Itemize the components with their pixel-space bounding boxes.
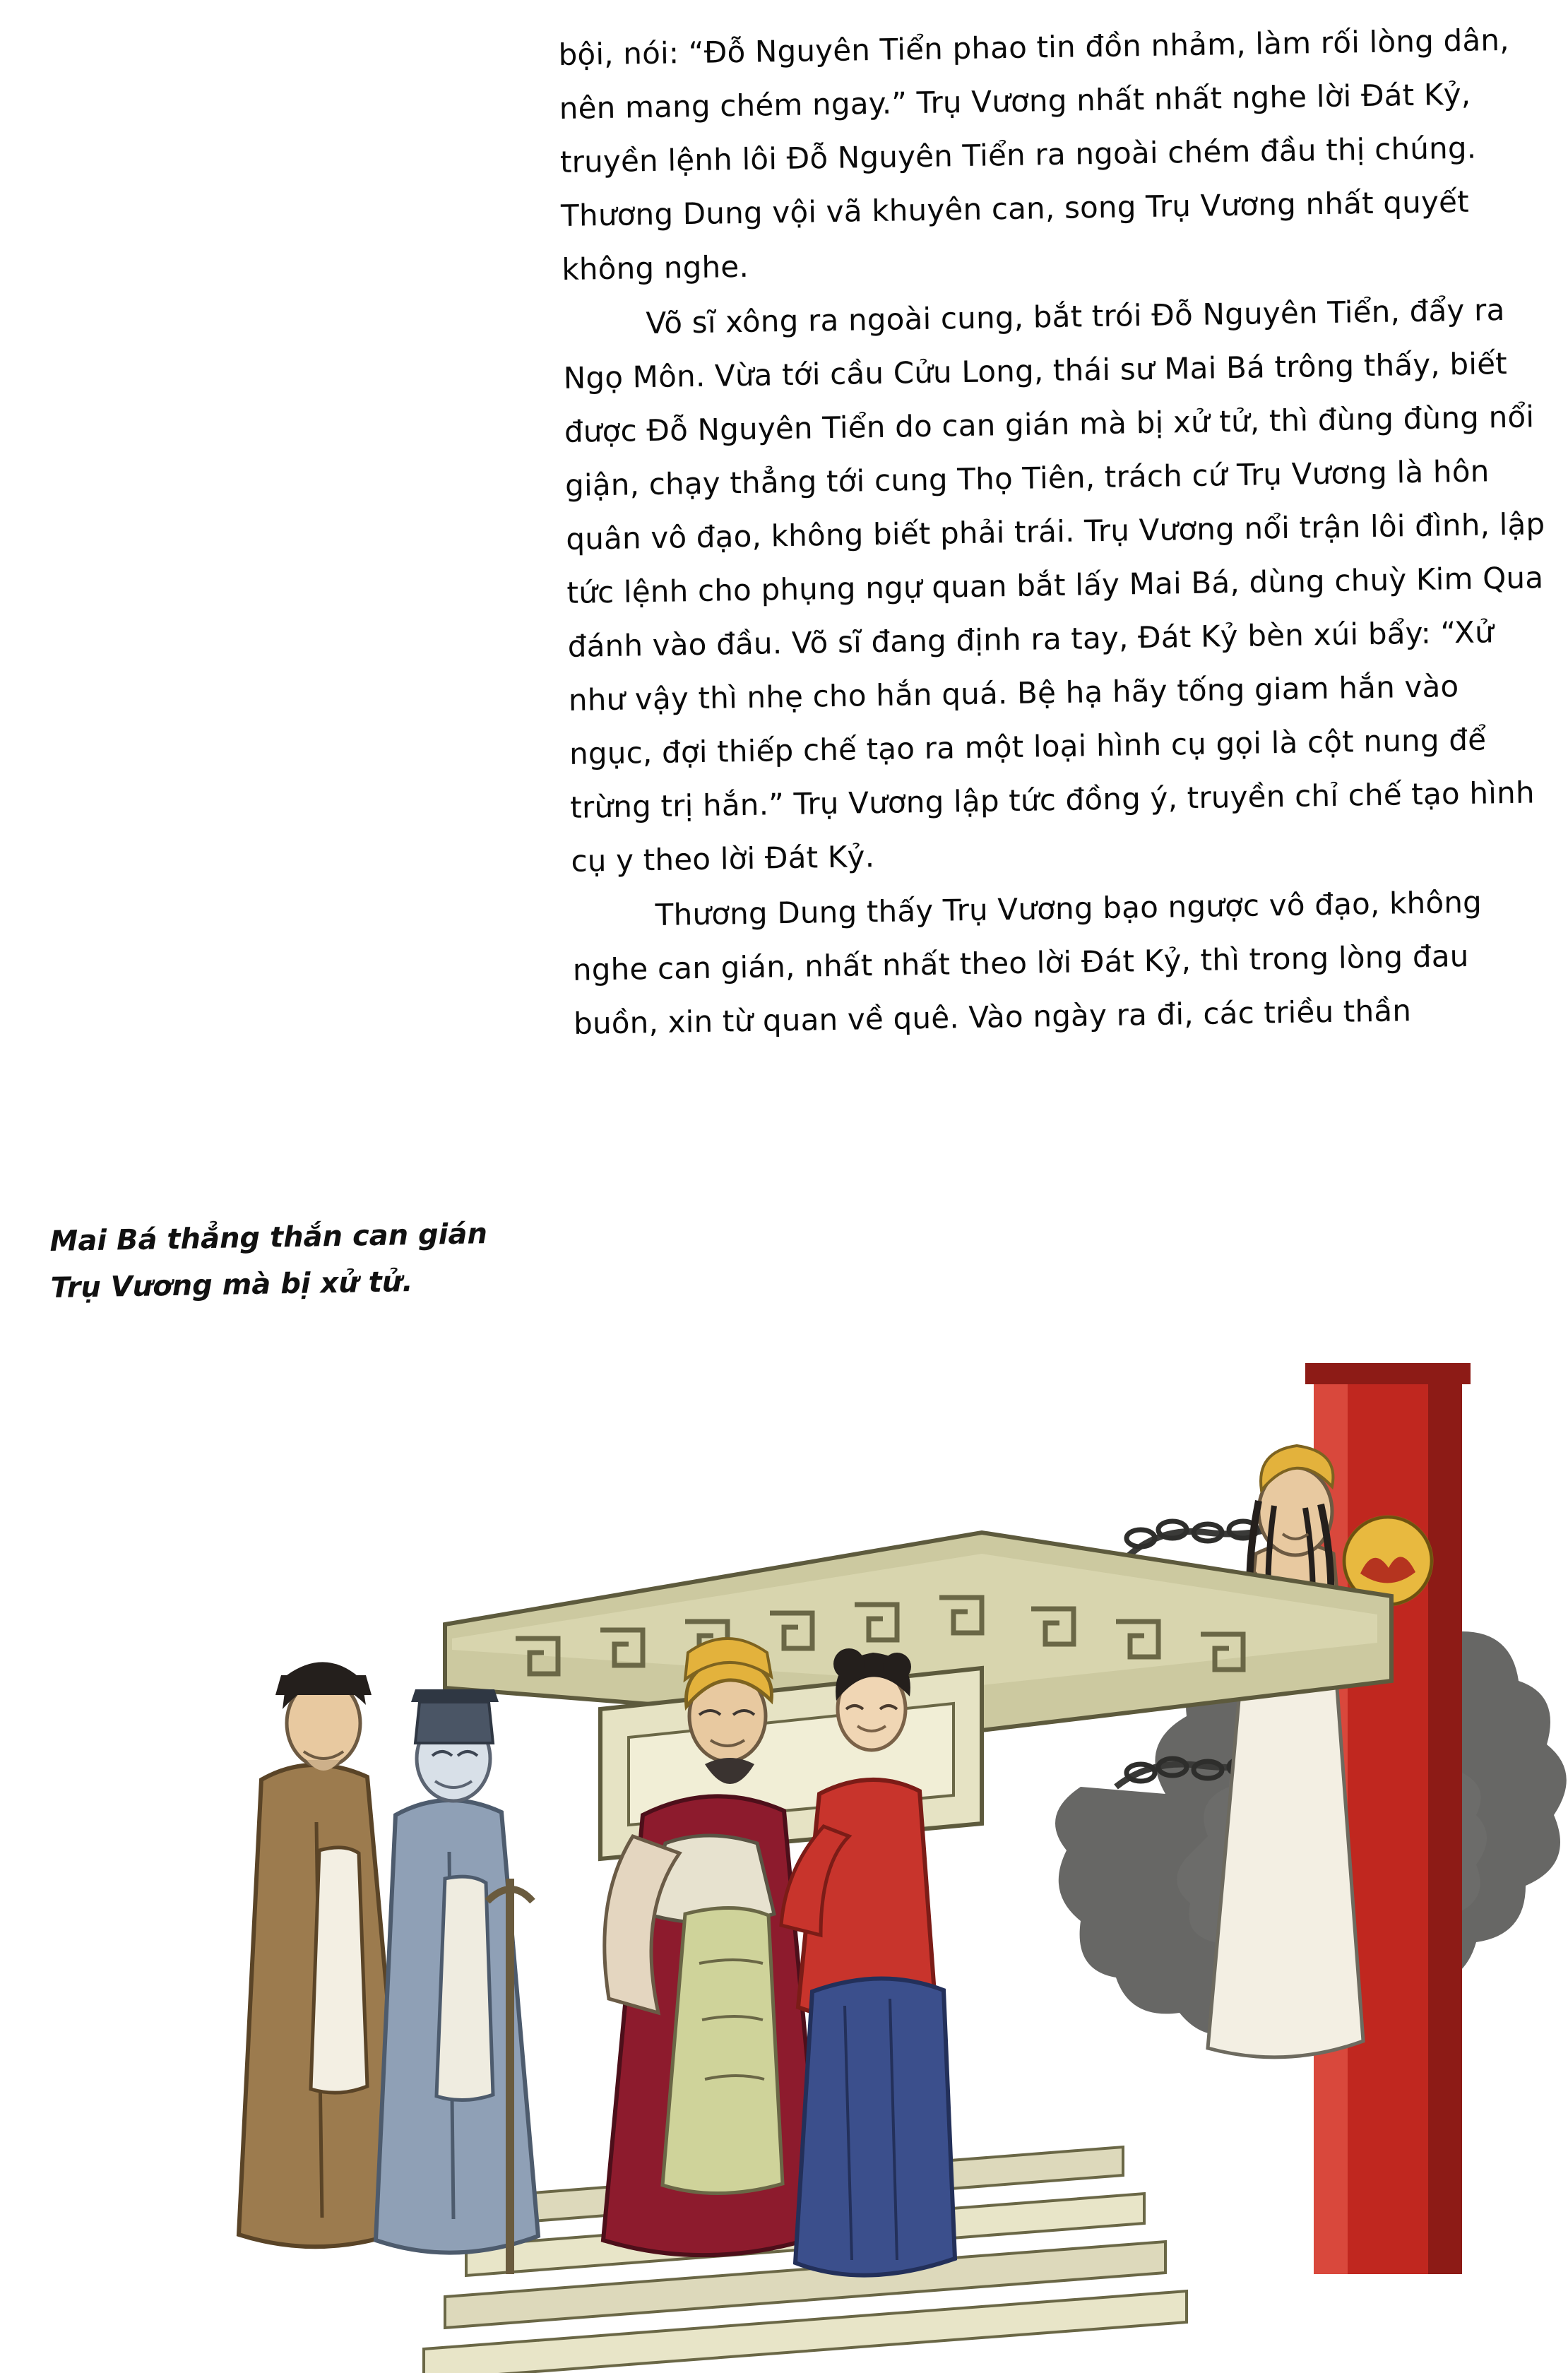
text-skew-wrapper — [558, 13, 1556, 1051]
figure-official-blue — [376, 1689, 538, 2274]
paragraph-2: Võ sĩ xông ra ngoài cung, bắt trói Đỗ Nguyên Tiển, đẩy ra Ngọ Môn. Vừa tới cầu Cửu Long, thái sư Mai Bá trông thấy, biết được Đỗ Nguyên Tiển do can gián mà bị xử tử, thì đùng đùng nổi giận, chạy thẳng tới cung Thọ Tiên, trách cứ Trụ Vương là hôn quân vô đạo, không biết phải trái. Trụ Vương nổi trận lôi đình, lập tức lệnh cho phụng ngự quan bắt lấy Mai Bá, dùng chuỳ Kim Qua đánh vào đầu. Võ sĩ đang định ra tay, Đát Kỷ bèn xúi bẩy: “Xử như vậy thì nhẹ cho hắn quá. Bệ hạ hãy tống giam hắn vào ngục, đợi thiếp chế tạo ra một loại hình cụ gọi là cột nung để trừng trị hắn.” Trụ Vương lập tức đồng ý, truyền chỉ chế tạo hình cụ y theo lời Đát Kỷ. — [563, 292, 1545, 879]
court-scene-illustration — [233, 1257, 1568, 2373]
paragraph-1: bội, nói: “Đỗ Nguyên Tiển phao tin đồn nhảm, làm rối lòng dân, nên mang chém ngay.” Trụ Vương nhất nhất nghe lời Đát Kỷ, truyền lệnh lôi Đỗ Nguyên Tiển ra ngoài chém đầu thị chúng. Thương Dung vội vã khuyên can, song Trụ Vương nhất quyết không nghe. — [558, 22, 1510, 287]
paragraph-3: Thương Dung thấy Trụ Vương bạo ngược vô đạo, không nghe can gián, nhất nhất theo lời Đát Kỷ, thì trong lòng đau buồn, xin từ quan về quê. Vào ngày ra đi, các triều thần — [572, 884, 1483, 1041]
figure-caption: Mai Bá thẳng thắn can gián Trụ Vương mà bị xử tử. — [49, 1218, 488, 1304]
text-column — [558, 22, 1545, 1052]
